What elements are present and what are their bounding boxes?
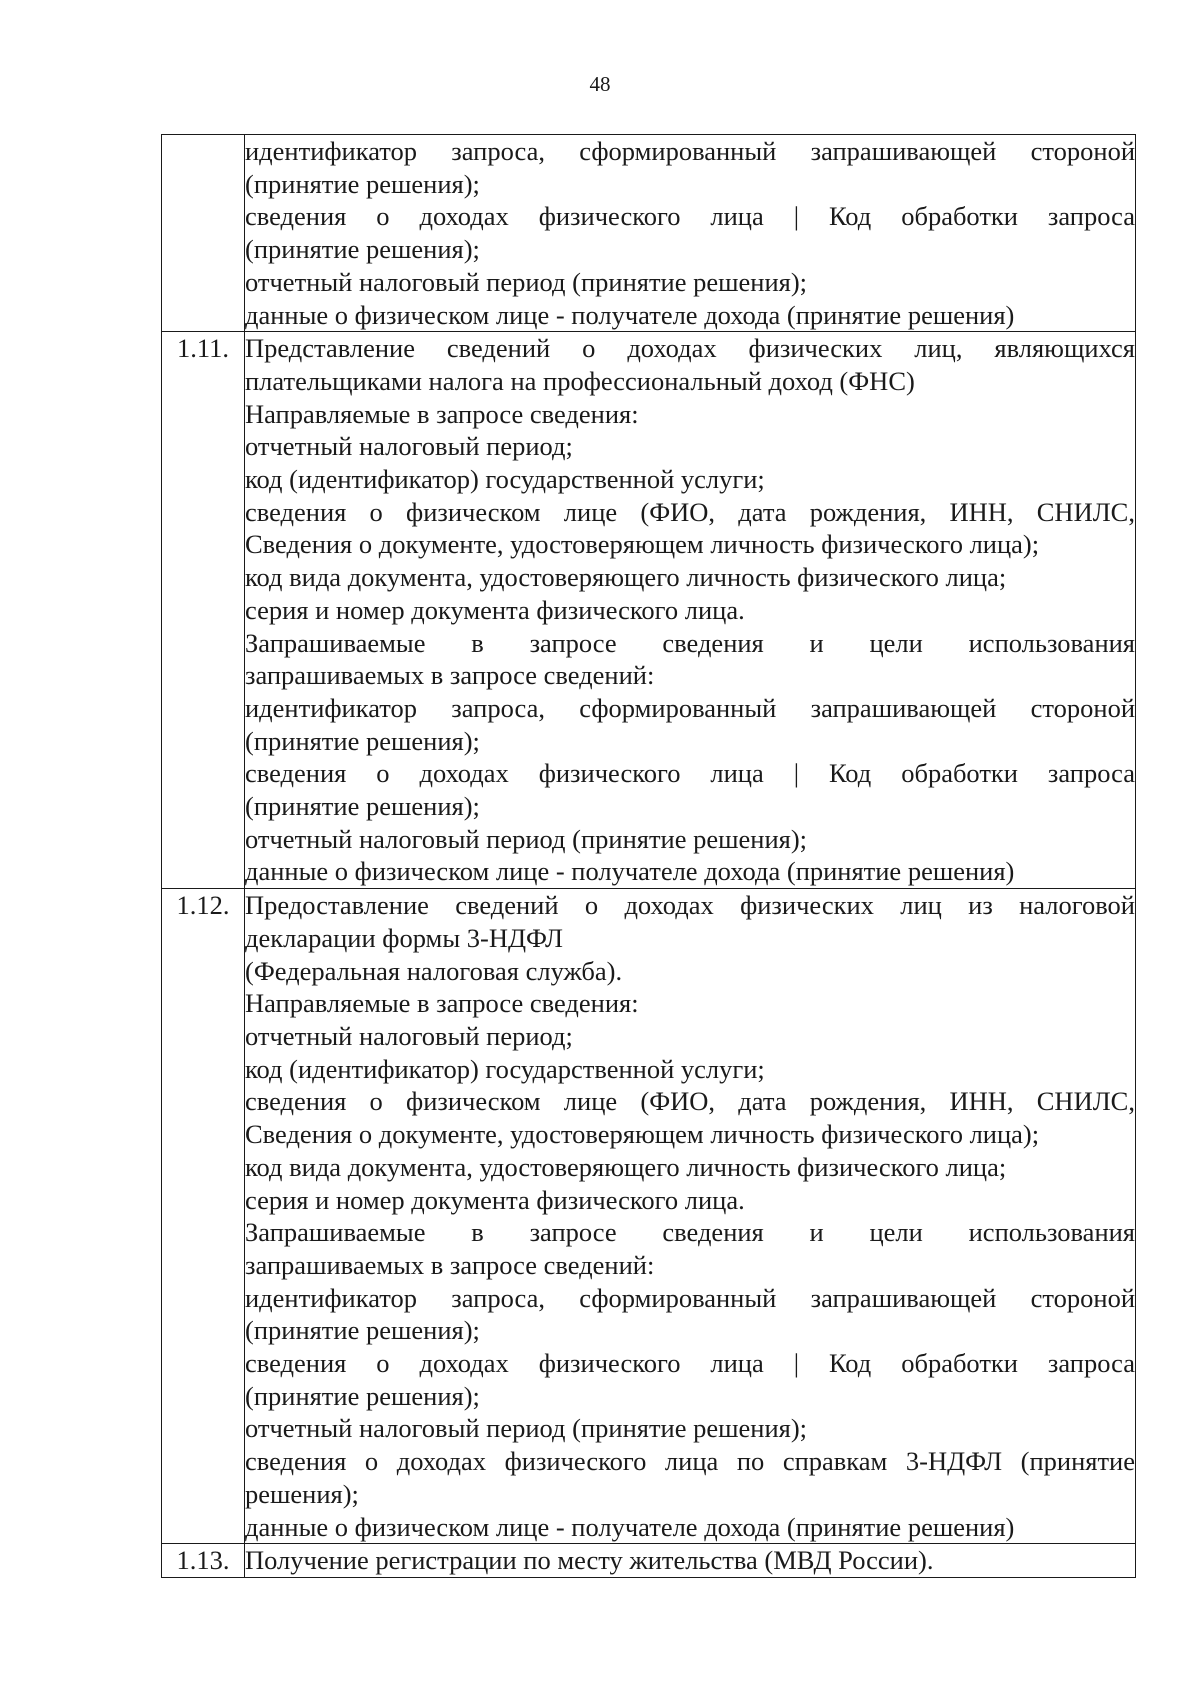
text-line: (Федеральная налоговая служба). xyxy=(245,955,623,986)
text-line: Сведения о документе, удостоверяющем личность физического лица); xyxy=(245,529,1040,560)
row-number: 1.13. xyxy=(162,1544,245,1578)
row-description xyxy=(245,332,1136,889)
text-line: данные о физическом лице - получателе дохода (принятие решения) xyxy=(245,1511,1015,1542)
text-line: запрашиваемых в запросе сведений: xyxy=(245,1249,655,1280)
text-line: Получение регистрации по месту жительства (МВД России). xyxy=(245,1545,934,1576)
text-line: идентификатор запроса, сформированный запрашивающей стороной xyxy=(245,692,1135,723)
row-number: 1.12. xyxy=(162,889,245,1544)
text-line: сведения о доходах физического лица | Код обработки запроса xyxy=(245,1348,1135,1379)
text-line: (принятие решения); xyxy=(245,791,480,822)
table-row xyxy=(162,332,1136,889)
text-line: сведения о физическом лице (ФИО, дата рождения, ИНН, СНИЛС, xyxy=(245,496,1135,527)
row-description xyxy=(245,889,1136,1544)
text-line: Направляемые в запросе сведения: xyxy=(245,398,639,429)
page-number: 48 xyxy=(589,72,611,96)
text-line: код вида документа, удостоверяющего личность физического лица; xyxy=(245,1151,1007,1182)
text-line: (принятие решения); xyxy=(245,725,480,756)
row-number xyxy=(162,135,245,332)
row-description xyxy=(245,135,1136,332)
text-line: серия и номер документа физического лица. xyxy=(245,1184,745,1215)
text-line: (принятие решения); xyxy=(245,234,480,265)
services-table-body xyxy=(162,135,1136,1578)
text-line: код вида документа, удостоверяющего личность физического лица; xyxy=(245,562,1007,593)
text-line: идентификатор запроса, сформированный запрашивающей стороной xyxy=(245,1282,1135,1313)
text-line: код (идентификатор) государственной услуги; xyxy=(245,464,765,495)
text-line: отчетный налоговый период (принятие решения); xyxy=(245,823,808,854)
text-line: идентификатор запроса, сформированный запрашивающей стороной xyxy=(245,136,1135,166)
text-line: Предоставление сведений о доходах физических лиц из налоговой xyxy=(245,890,1135,921)
text-line: Сведения о документе, удостоверяющем личность физического лица); xyxy=(245,1119,1040,1150)
text-line: сведения о доходах физического лица | Код обработки запроса xyxy=(245,758,1135,789)
text-line: Представление сведений о доходах физических лиц, являющихся xyxy=(245,333,1135,364)
text-line: Направляемые в запросе сведения: xyxy=(245,988,639,1019)
row-number: 1.11. xyxy=(162,332,245,889)
text-line: запрашиваемых в запросе сведений: xyxy=(245,660,655,691)
text-line: отчетный налоговый период; xyxy=(245,1020,573,1051)
text-line: решения); xyxy=(245,1478,359,1509)
text-line: сведения о физическом лице (ФИО, дата рождения, ИНН, СНИЛС, xyxy=(245,1086,1135,1117)
table-row xyxy=(162,1544,1136,1578)
text-line: отчетный налоговый период (принятие решения); xyxy=(245,266,808,297)
text-line: данные о физическом лице - получателе дохода (принятие решения) xyxy=(245,856,1015,887)
text-line: данные о физическом лице - получателе дохода (принятие решения) xyxy=(245,299,1015,330)
table-row xyxy=(162,889,1136,1544)
text-line: (принятие решения); xyxy=(245,1315,480,1346)
text-line: код (идентификатор) государственной услуги; xyxy=(245,1053,765,1084)
text-line: отчетный налоговый период (принятие решения); xyxy=(245,1413,808,1444)
text-line: Запрашиваемые в запросе сведения и цели использования xyxy=(245,1217,1135,1248)
text-line: отчетный налоговый период; xyxy=(245,431,573,462)
text-line: сведения о доходах физического лица | Код обработки запроса xyxy=(245,201,1135,232)
text-line: серия и номер документа физического лица. xyxy=(245,594,745,625)
text-line: Запрашиваемые в запросе сведения и цели использования xyxy=(245,627,1135,658)
text-line: (принятие решения); xyxy=(245,168,480,199)
services-table xyxy=(161,134,1136,1578)
text-line: плательщиками налога на профессиональный доход (ФНС) xyxy=(245,365,915,396)
text-line: (принятие решения); xyxy=(245,1380,480,1411)
text-line: сведения о доходах физического лица по справкам 3-НДФЛ (принятие xyxy=(245,1446,1135,1477)
text-line: декларации формы 3-НДФЛ xyxy=(245,922,563,953)
row-description xyxy=(245,1544,1136,1578)
table-row xyxy=(162,135,1136,332)
